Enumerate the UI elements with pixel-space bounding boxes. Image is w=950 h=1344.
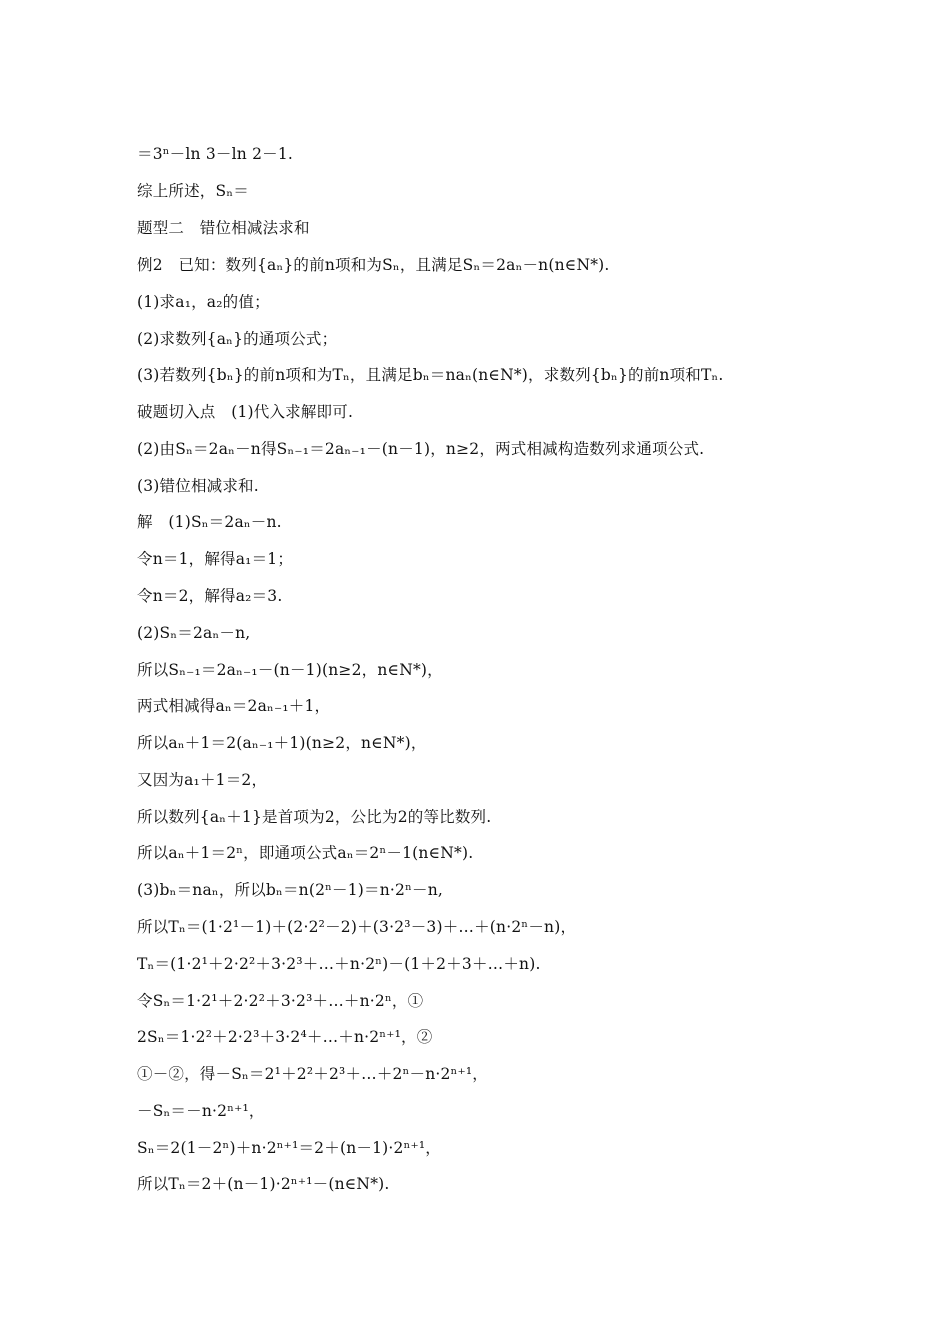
section-heading: 题型二 错位相减法求和 [137, 219, 310, 237]
text-line: (3)bₙ＝naₙ，所以bₙ＝n(2ⁿ－1)＝n·2ⁿ－n, [137, 881, 444, 899]
text-line: 所以aₙ＋1＝2ⁿ，即通项公式aₙ＝2ⁿ－1(n∈N*). [137, 844, 474, 862]
text-line: Sₙ＝2(1－2ⁿ)＋n·2ⁿ⁺¹＝2＋(n－1)·2ⁿ⁺¹， [137, 1139, 441, 1157]
example-statement: 例2 已知：数列{aₙ}的前n项和为Sₙ，且满足Sₙ＝2aₙ－n(n∈N*). [137, 256, 610, 274]
text-line: ①－②，得－Sₙ＝2¹＋2²＋2³＋…＋2ⁿ－n·2ⁿ⁺¹， [137, 1065, 488, 1083]
text-line: 令Sₙ＝1·2¹＋2·2²＋3·2³＋…＋n·2ⁿ，① [137, 992, 424, 1010]
text-line: (2)由Sₙ＝2aₙ－n得Sₙ₋₁＝2aₙ₋₁－(n－1)，n≥2，两式相减构造数列求通项公式. [137, 440, 705, 458]
text-line: 所以Sₙ₋₁＝2aₙ₋₁－(n－1)(n≥2，n∈N*)， [137, 661, 443, 679]
text-line: 所以数列{aₙ＋1}是首项为2，公比为2的等比数列. [137, 808, 492, 826]
question-3: (3)若数列{bₙ}的前n项和为Tₙ，且满足bₙ＝naₙ(n∈N*)，求数列{bₙ}的前n项和Tₙ. [137, 366, 724, 384]
text-line: 综上所述，Sₙ＝ [137, 182, 249, 200]
text-line: 令n＝2，解得a₂＝3. [137, 587, 283, 605]
question-2: (2)求数列{aₙ}的通项公式； [137, 330, 338, 348]
text-line: 所以Tₙ＝(1·2¹－1)＋(2·2²－2)＋(3·2³－3)＋…＋(n·2ⁿ－n)， [137, 918, 577, 936]
text-line: 又因为a₁＋1＝2， [137, 771, 268, 789]
text-line: 2Sₙ＝1·2²＋2·2³＋3·2⁴＋…＋n·2ⁿ⁺¹，② [137, 1028, 433, 1046]
question-1: (1)求a₁，a₂的值； [137, 293, 270, 311]
text-line: (2)Sₙ＝2aₙ－n, [137, 624, 251, 642]
text-line: ＝3ⁿ－ln 3－ln 2－1. [137, 145, 294, 163]
text-line: 所以aₙ＋1＝2(aₙ₋₁＋1)(n≥2，n∈N*)， [137, 734, 427, 752]
text-line: Tₙ＝(1·2¹＋2·2²＋3·2³＋…＋n·2ⁿ)－(1＋2＋3＋…＋n). [137, 955, 541, 973]
text-line: 令n＝1，解得a₁＝1； [137, 550, 294, 568]
text-line: (3)错位相减求和. [137, 477, 259, 495]
text-line: 所以Tₙ＝2＋(n－1)·2ⁿ⁺¹－(n∈N*). [137, 1175, 390, 1193]
text-line: －Sₙ＝－n·2ⁿ⁺¹， [137, 1102, 265, 1120]
text-line: 两式相减得aₙ＝2aₙ₋₁＋1， [137, 697, 331, 715]
hint-heading: 破题切入点 (1)代入求解即可. [137, 403, 354, 421]
solution-heading: 解 (1)Sₙ＝2aₙ－n. [137, 513, 282, 531]
